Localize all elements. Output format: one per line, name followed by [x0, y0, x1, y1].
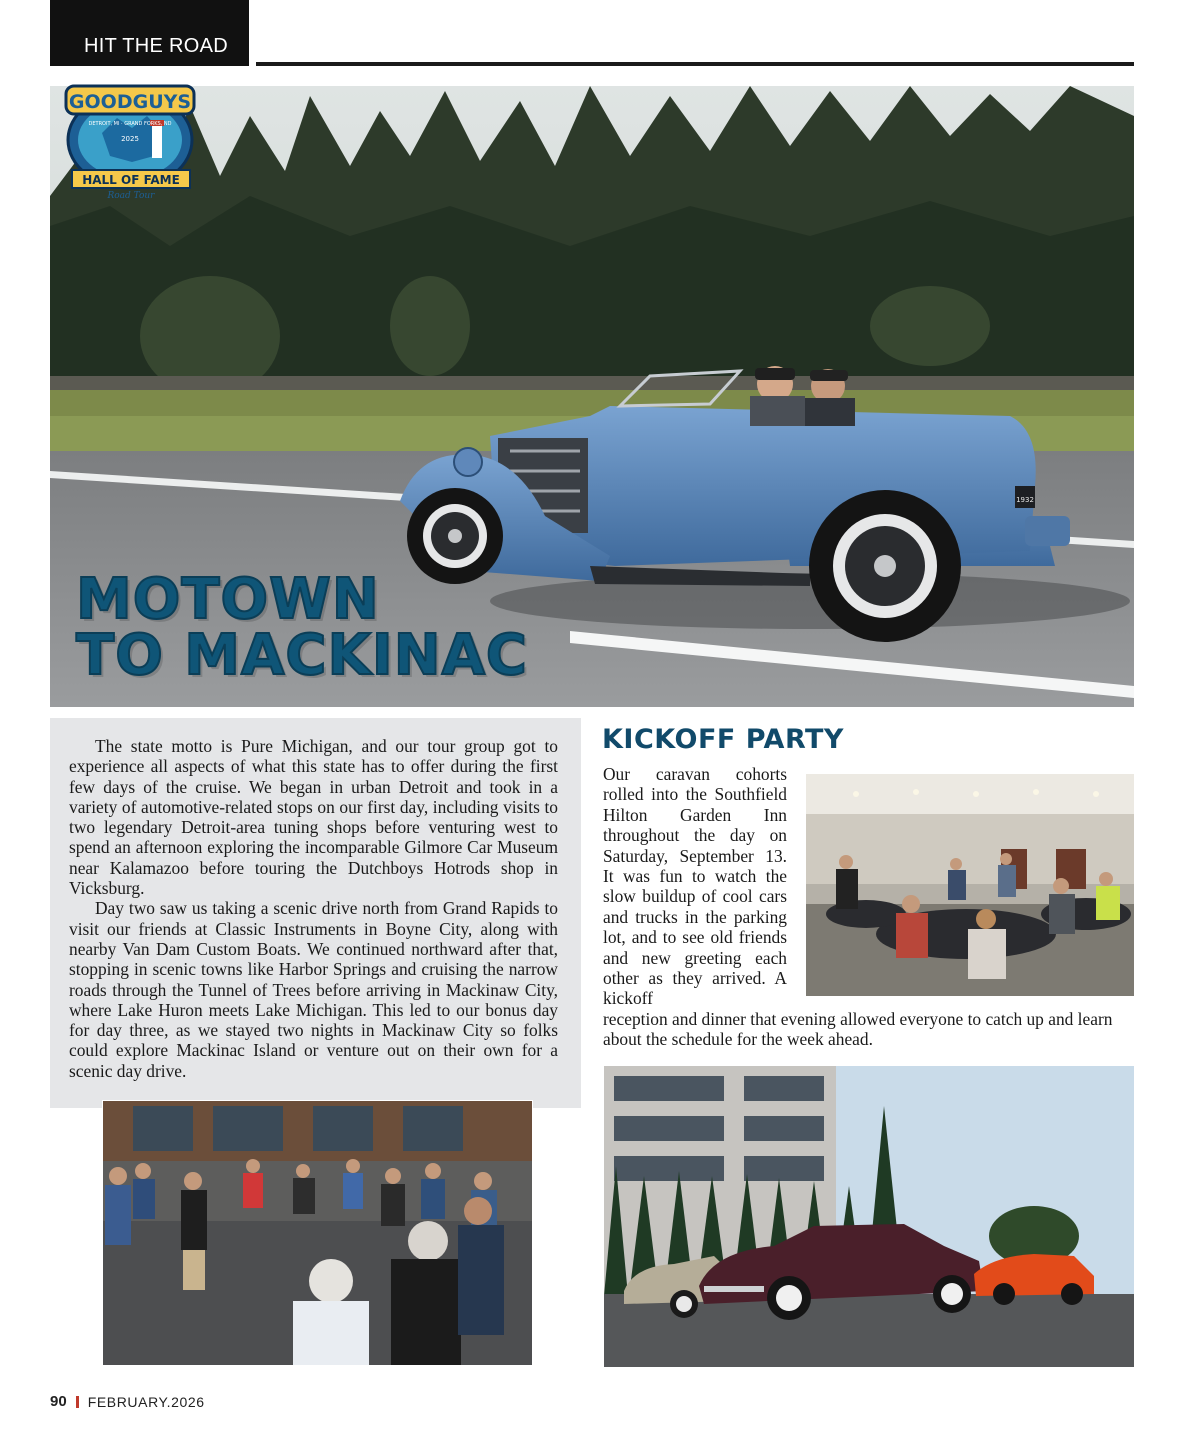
- hall-of-fame-logo: [62, 78, 202, 202]
- logo-route: DETROIT, MI · GRAND FORKS, ND: [88, 121, 172, 127]
- kickoff-text-part-1: Our caravan cohorts rolled into the Southfield Hilton Garden Inn throughout the day on Saturday, September 13. It was fun to watch the slow buildup of cool cars and trucks in the parking lot, and to see old friends and new greeting each other as they arrived. A kickoff: [603, 764, 787, 1009]
- logo-brand: GOODGUYS: [68, 91, 192, 113]
- logo-banner: HALL OF FAME: [82, 173, 180, 187]
- article-paragraph-2: Day two saw us taking a scenic drive north from Grand Rapids to visit our friends at Classic Instruments in Boyne City, along with nearby Van Dam Custom Boats. We continued northward after that, stopping in scenic towns like Harbor Springs and cruising the narrow roads through the Tunnel of Trees before arriving in Mackinaw City, where Lake Huron meets Lake Michigan. This led to our bonus day for day three, as we stayed two nights in Mackinaw City so folks could explore Mackinac Island or venture out on their own for a scenic day drive.: [69, 898, 558, 1081]
- page-folio: [50, 1393, 205, 1410]
- header-rule: [256, 62, 1134, 66]
- headline-line-1: MOTOWN: [76, 567, 380, 632]
- kickoff-text-part-2: reception and dinner that evening allowed everyone to catch up and learn about the schedule for the week ahead.: [603, 1009, 1113, 1050]
- article-body: [69, 736, 558, 1081]
- license-plate: 1932: [1016, 496, 1034, 504]
- parking-lot-cars-photo: [604, 1066, 1134, 1367]
- issue-date: FEBRUARY.2026: [87, 1393, 205, 1410]
- article-paragraph-1: The state motto is Pure Michigan, and our tour group got to experience all aspects of what this state has to offer during the first few days of the cruise. We began in urban Detroit and took in a variety of automotive-related stops on our first day, including visits to two legendary Detroit-area tuning shops before venturing west to spend an afternoon exploring the incomparable Gilmore Car Museum near Kalamazoo before touring the Dutchboys Hotrods shop in Vicksburg.: [69, 736, 558, 899]
- logo-year: 2025: [121, 135, 139, 143]
- logo-tagline: Road Tour: [107, 191, 155, 201]
- headline-line-2: TO MACKINAC: [76, 623, 528, 688]
- article-headline: [76, 567, 528, 688]
- crowd-photo: [102, 1100, 533, 1366]
- page-number: 90: [50, 1393, 67, 1410]
- section-label: HIT THE ROAD: [50, 0, 249, 66]
- kickoff-heading: KICKOFF PARTY: [602, 724, 844, 755]
- banquet-photo: [806, 774, 1134, 996]
- folio-divider: [76, 1396, 79, 1408]
